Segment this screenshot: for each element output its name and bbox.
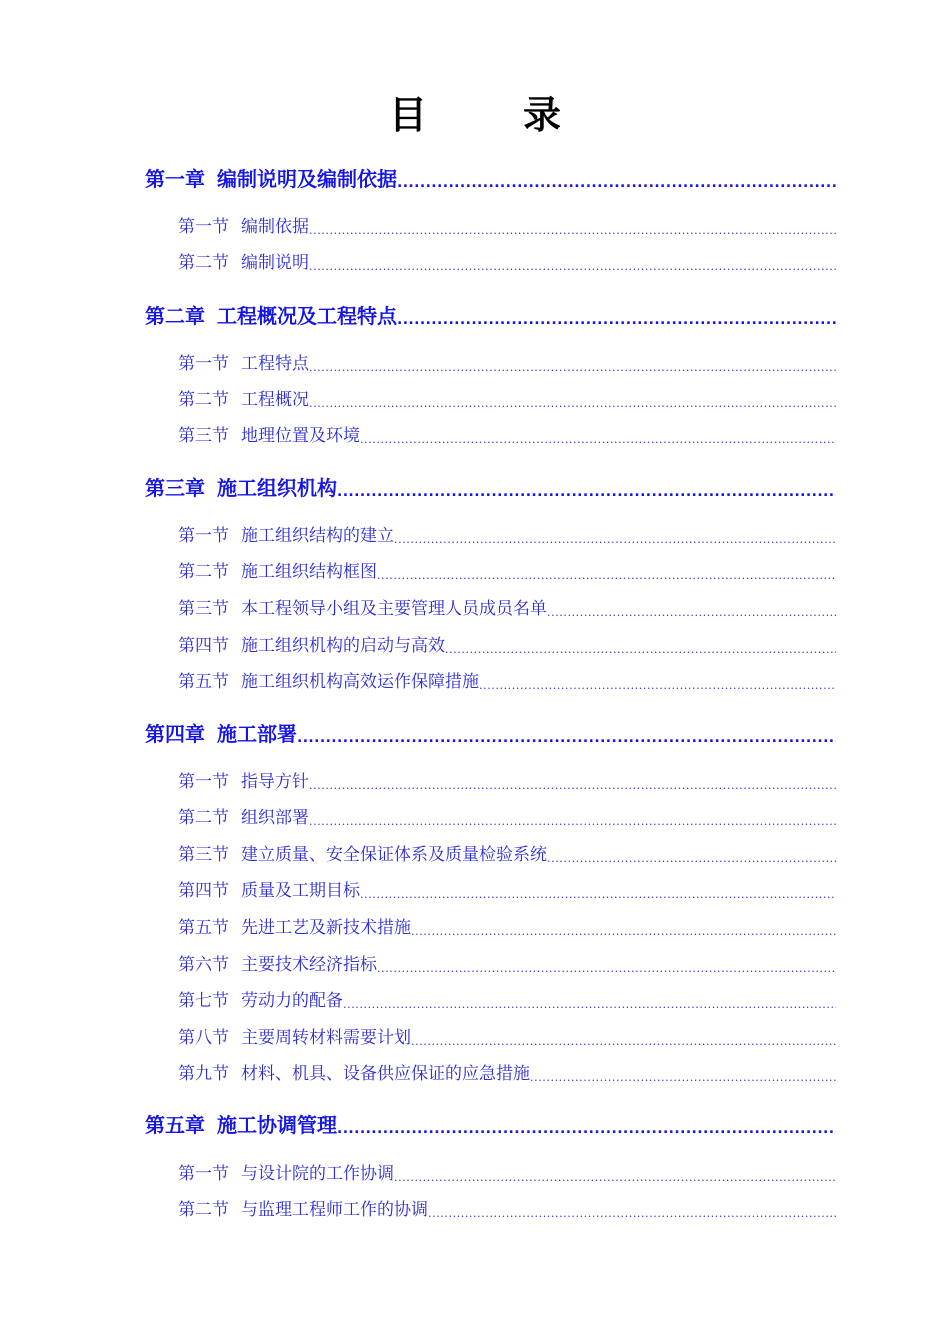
section-number: 第四节 bbox=[178, 636, 229, 656]
section-title: 劳动力的配备 bbox=[241, 991, 343, 1011]
section-title: 施工组织结构的建立 bbox=[241, 526, 394, 546]
toc-section-entry[interactable] bbox=[178, 953, 836, 977]
toc-chapter-entry[interactable] bbox=[145, 302, 836, 330]
section-number: 第七节 bbox=[178, 991, 229, 1011]
section-number: 第一节 bbox=[178, 772, 229, 792]
section-title: 编制说明 bbox=[241, 253, 309, 273]
toc-section-entry[interactable] bbox=[178, 1062, 836, 1086]
leader-dots bbox=[360, 432, 836, 448]
toc-section-entry[interactable] bbox=[178, 634, 836, 658]
chapter-title: 编制说明及编制依据 bbox=[217, 167, 397, 191]
leader-dots bbox=[547, 605, 836, 621]
chapter-number: 第一章 bbox=[145, 167, 205, 191]
chapter-number: 第四章 bbox=[145, 722, 205, 746]
section-title: 建立质量、安全保证体系及质量检验系统 bbox=[241, 845, 547, 865]
toc-chapter-entry[interactable] bbox=[145, 474, 836, 502]
toc-section-entry[interactable] bbox=[178, 843, 836, 867]
section-number: 第一节 bbox=[178, 217, 229, 237]
section-number: 第二节 bbox=[178, 390, 229, 410]
section-number: 第一节 bbox=[178, 1164, 229, 1184]
leader-dots bbox=[343, 997, 836, 1013]
section-title: 工程特点 bbox=[241, 354, 309, 374]
leader-dots bbox=[309, 396, 836, 412]
section-number: 第九节 bbox=[178, 1064, 229, 1084]
leader-dots bbox=[309, 360, 836, 376]
leader-dots bbox=[394, 1170, 836, 1186]
leader-dots bbox=[445, 642, 836, 658]
toc-section-entry[interactable] bbox=[178, 352, 836, 376]
chapter-title: 施工组织机构 bbox=[217, 476, 337, 500]
section-title: 工程概况 bbox=[241, 390, 309, 410]
section-title: 主要技术经济指标 bbox=[241, 955, 377, 975]
section-number: 第二节 bbox=[178, 562, 229, 582]
leader-dots bbox=[377, 961, 836, 977]
section-number: 第二节 bbox=[178, 808, 229, 828]
toc-section-entry[interactable] bbox=[178, 1162, 836, 1186]
chapter-title: 施工部署 bbox=[217, 722, 297, 746]
leader-dots bbox=[428, 1206, 836, 1222]
toc-chapter-entry[interactable] bbox=[145, 720, 836, 748]
section-number: 第五节 bbox=[178, 672, 229, 692]
section-number: 第四节 bbox=[178, 881, 229, 901]
section-title: 施工组织机构高效运作保障措施 bbox=[241, 672, 479, 692]
section-number: 第三节 bbox=[178, 845, 229, 865]
leader-dots bbox=[337, 482, 836, 502]
toc-section-entry[interactable] bbox=[178, 560, 836, 584]
chapter-title: 施工协调管理 bbox=[217, 1113, 337, 1137]
leader-dots bbox=[411, 1034, 836, 1050]
chapter-title: 工程概况及工程特点 bbox=[217, 304, 397, 328]
chapter-number: 第二章 bbox=[145, 304, 205, 328]
leader-dots bbox=[297, 728, 836, 748]
section-title: 质量及工期目标 bbox=[241, 881, 360, 901]
toc-section-entry[interactable] bbox=[178, 424, 836, 448]
leader-dots bbox=[337, 1119, 836, 1139]
toc-chapter-entry[interactable] bbox=[145, 1111, 836, 1139]
section-title: 地理位置及环境 bbox=[241, 426, 360, 446]
toc-section-entry[interactable] bbox=[178, 879, 836, 903]
section-title: 施工组织结构框图 bbox=[241, 562, 377, 582]
leader-dots bbox=[309, 814, 836, 830]
toc-section-entry[interactable] bbox=[178, 1026, 836, 1050]
section-number: 第六节 bbox=[178, 955, 229, 975]
leader-dots bbox=[309, 778, 836, 794]
chapter-number: 第五章 bbox=[145, 1113, 205, 1137]
title-char-2: 录 bbox=[523, 93, 562, 137]
section-title: 主要周转材料需要计划 bbox=[241, 1028, 411, 1048]
leader-dots bbox=[394, 532, 836, 548]
section-title: 本工程领导小组及主要管理人员成员名单 bbox=[241, 599, 547, 619]
toc-section-entry[interactable] bbox=[178, 806, 836, 830]
leader-dots bbox=[397, 173, 836, 193]
toc-section-entry[interactable] bbox=[178, 524, 836, 548]
section-title: 材料、机具、设备供应保证的应急措施 bbox=[241, 1064, 530, 1084]
toc-section-entry[interactable] bbox=[178, 916, 836, 940]
section-title: 编制依据 bbox=[241, 217, 309, 237]
section-title: 指导方针 bbox=[241, 772, 309, 792]
section-number: 第五节 bbox=[178, 918, 229, 938]
leader-dots bbox=[397, 310, 836, 330]
section-number: 第一节 bbox=[178, 354, 229, 374]
toc-section-entry[interactable] bbox=[178, 215, 836, 239]
section-number: 第三节 bbox=[178, 426, 229, 446]
leader-dots bbox=[377, 568, 836, 584]
toc-section-entry[interactable] bbox=[178, 251, 836, 275]
toc-section-entry[interactable] bbox=[178, 1198, 836, 1222]
title-char-1: 目 bbox=[388, 93, 427, 137]
leader-dots bbox=[547, 851, 836, 867]
leader-dots bbox=[309, 223, 836, 239]
leader-dots bbox=[479, 678, 836, 694]
section-title: 与监理工程师工作的协调 bbox=[241, 1200, 428, 1220]
chapter-number: 第三章 bbox=[145, 476, 205, 500]
toc-section-entry[interactable] bbox=[178, 670, 836, 694]
section-title: 组织部署 bbox=[241, 808, 309, 828]
section-title: 与设计院的工作协调 bbox=[241, 1164, 394, 1184]
section-title: 先进工艺及新技术措施 bbox=[241, 918, 411, 938]
leader-dots bbox=[360, 887, 836, 903]
toc-section-entry[interactable] bbox=[178, 770, 836, 794]
toc-chapter-entry[interactable] bbox=[145, 165, 836, 193]
section-title: 施工组织机构的启动与高效 bbox=[241, 636, 445, 656]
section-number: 第一节 bbox=[178, 526, 229, 546]
leader-dots bbox=[309, 259, 836, 275]
section-number: 第八节 bbox=[178, 1028, 229, 1048]
toc-section-entry[interactable] bbox=[178, 388, 836, 412]
leader-dots bbox=[530, 1070, 836, 1086]
section-number: 第三节 bbox=[178, 599, 229, 619]
leader-dots bbox=[411, 924, 836, 940]
toc-section-entry[interactable] bbox=[178, 597, 836, 621]
section-number: 第二节 bbox=[178, 253, 229, 273]
section-number: 第二节 bbox=[178, 1200, 229, 1220]
toc-section-entry[interactable] bbox=[178, 989, 836, 1013]
